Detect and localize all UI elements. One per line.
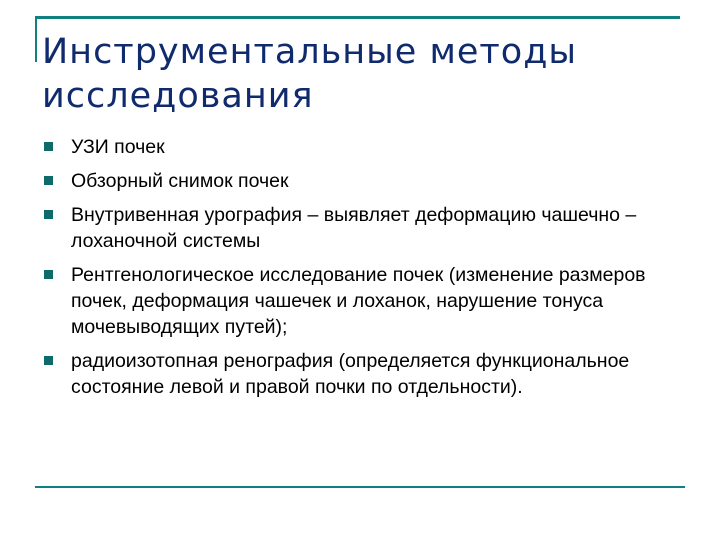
slide-title: Инструментальные методы исследования (42, 32, 578, 116)
square-bullet-icon (44, 142, 53, 151)
square-bullet-icon (44, 176, 53, 185)
bullet-item (44, 262, 684, 340)
bullet-item (44, 134, 684, 160)
bullet-text: Внутривенная урография – выявляет деформацию чашечно – лоханочной системы (71, 204, 637, 252)
bullet-text: Обзорный снимок почек (71, 170, 289, 192)
bullet-item (44, 348, 684, 400)
bullet-text: УЗИ почек (71, 136, 165, 158)
square-bullet-icon (44, 270, 53, 279)
bullet-item (44, 202, 684, 254)
square-bullet-icon (44, 210, 53, 219)
bullet-text: Рентгенологическое исследование почек (изменение размеров почек, деформация чашечек и лоханок, нарушение тонуса мочевыводящих путей); (71, 264, 646, 338)
square-bullet-icon (44, 356, 53, 365)
bottom-horizontal-rule (35, 486, 685, 488)
bullet-item (44, 168, 684, 194)
top-horizontal-rule (35, 16, 680, 19)
top-vertical-rule (35, 16, 37, 62)
bullet-text: радиоизотопная ренография (определяется функциональное состояние левой и правой почки по отдельности). (71, 350, 630, 398)
bullet-list (44, 134, 684, 408)
